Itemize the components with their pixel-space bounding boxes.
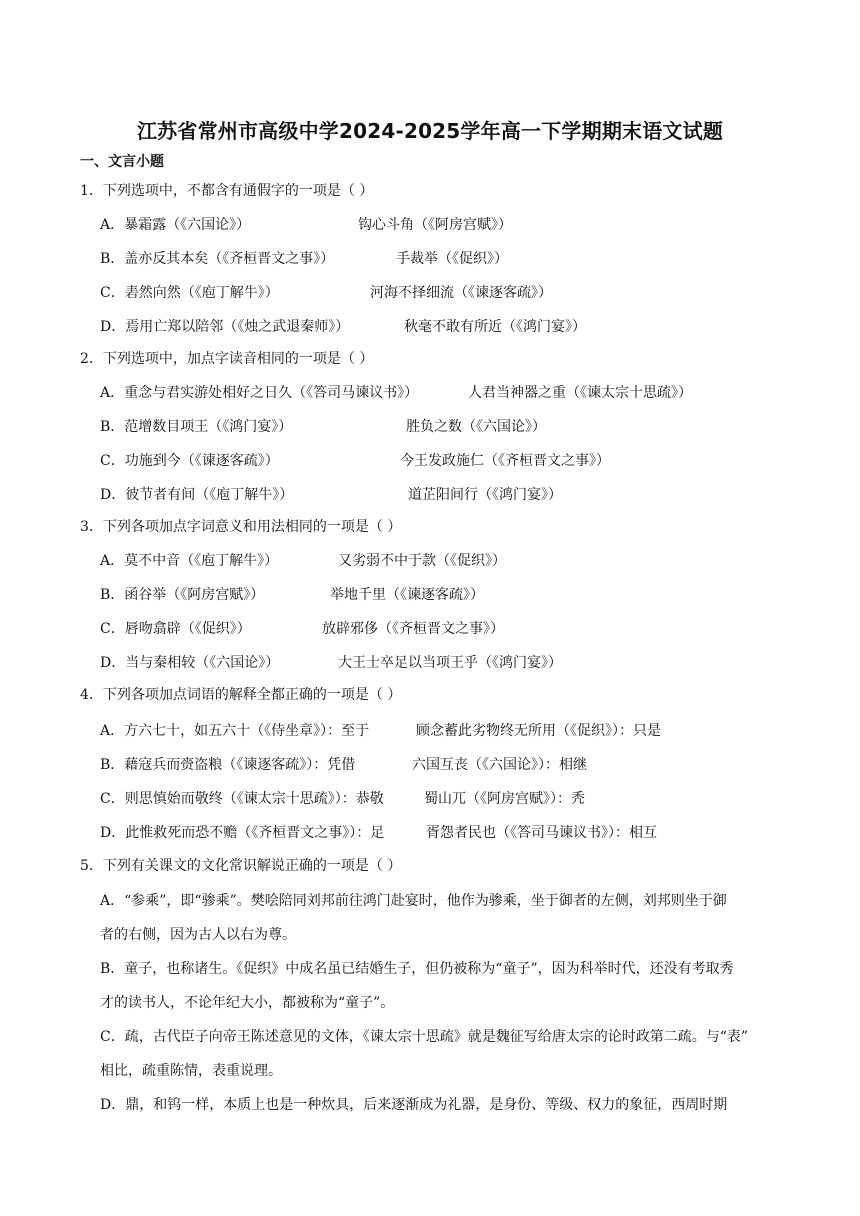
q1-option-b-right: 手裁举（《促织》） xyxy=(396,251,508,267)
q3-option-c-left: C．唇吻翕辟（《促织》） xyxy=(100,621,251,637)
question-1-stem: 1．下列选项中，不都含有通假字的一项是（ ） xyxy=(80,183,374,199)
q5-option-a-line-2: 者的右侧，因为古人以右为尊。 xyxy=(100,927,296,943)
q2-option-a-right: 人君当神器之重（《谏太宗十思疏》） xyxy=(468,385,692,401)
q2-option-c-right: 今王发政施仁（《齐桓晋文之事》） xyxy=(400,453,610,469)
q1-option-d-right: 秋毫不敢有所近（《鸿门宴》） xyxy=(404,319,586,335)
question-5-stem: 5．下列有关课文的文化常识解说正确的一项是（ ） xyxy=(80,858,402,874)
q3-option-b-left: B．函谷举（《阿房宫赋》） xyxy=(100,587,265,603)
q4-option-d-right: 胥怨者民也（《答司马谏议书》）：相互 xyxy=(426,825,657,841)
q5-option-b-line-1: B．童子，也称诸生。《促织》中成名虽已结婚生子，但仍被称为“童子”，因为科举时代，还没有考取秀 xyxy=(100,961,734,977)
q3-option-a-right: 又劣弱不中于款（《促织》） xyxy=(338,553,506,569)
q1-option-b-left: B．盖亦反其本矣（《齐桓晋文之事》） xyxy=(100,251,335,267)
q2-option-b-right: 胜负之数（《六国论》） xyxy=(406,419,546,435)
q4-option-c-right: 蜀山兀（《阿房宫赋》）：秃 xyxy=(424,791,585,807)
question-3-stem: 3．下列各项加点字词意义和用法相同的一项是（ ） xyxy=(80,519,402,535)
section-heading: 一、文言小题 xyxy=(80,154,164,170)
q1-option-a-right: 钩心斗角（《阿房宫赋》） xyxy=(358,217,512,233)
q4-option-b-right: 六国互丧（《六国论》）：相继 xyxy=(412,757,587,773)
q2-option-c-left: C．功施到今（《谏逐客疏》） xyxy=(100,453,279,469)
q3-option-b-right: 举地千里（《谏逐客疏》） xyxy=(330,587,484,603)
question-2-stem: 2．下列选项中，加点字读音相同的一项是（ ） xyxy=(80,351,374,367)
q3-option-a-left: A．莫不中音（《庖丁解牛》） xyxy=(100,553,279,569)
q4-option-d-left: D．此惟救死而恐不赡（《齐桓晋文之事》）：足 xyxy=(100,825,385,841)
q3-option-d-left: D．当与秦相较（《六国论》） xyxy=(100,655,280,671)
q1-option-c-right: 河海不择细流（《谏逐客疏》） xyxy=(370,285,552,301)
q1-option-a-left: A．暴霜露（《六国论》） xyxy=(100,217,251,233)
q5-option-c-line-1: C．疏，古代臣子向帝王陈述意见的文体，《谏太宗十思疏》就是魏征写给唐太宗的论时政第二疏。与“表” xyxy=(100,1029,749,1045)
page-title: 江苏省常州市高级中学2024-2025学年高一下学期期末语文试题 xyxy=(136,119,724,143)
q4-option-a-left: A．方六七十，如五六十（《侍坐章》）：至于 xyxy=(100,723,370,739)
q4-option-b-left: B．藉寇兵而赍盗粮（《谏逐客疏》）：凭借 xyxy=(100,757,356,773)
q1-option-c-left: C．砉然向然（《庖丁解牛》） xyxy=(100,285,279,301)
q3-option-d-right: 大王士卒足以当项王乎（《鸿门宴》） xyxy=(338,655,562,671)
q5-option-c-line-2: 相比，疏重陈情，表重说理。 xyxy=(100,1063,282,1079)
q3-option-c-right: 放辟邪侈（《齐桓晋文之事》） xyxy=(322,621,504,637)
q2-option-d-right: 道芷阳间行（《鸿门宴》） xyxy=(408,487,562,503)
q2-option-a-left: A．重念与君实游处相好之日久（《答司马谏议书》） xyxy=(100,385,419,401)
q4-option-a-right: 顾念蓄此劣物终无所用（《促织》）：只是 xyxy=(416,723,661,739)
question-4-stem: 4．下列各项加点词语的解释全都正确的一项是（ ） xyxy=(80,687,402,703)
q5-option-a-line-1: A．“参乘”，即“骖乘”。樊哙陪同刘邦前往鸿门赴宴时，他作为骖乘，坐于御者的左侧，刘邦则坐于御 xyxy=(100,893,727,909)
q1-option-d-left: D．焉用亡郑以陪邻（《烛之武退秦师》） xyxy=(100,319,350,335)
q2-option-b-left: B．范增数目项王（《鸿门宴》） xyxy=(100,419,293,435)
q4-option-c-left: C．则思慎始而敬终（《谏太宗十思疏》）：恭敬 xyxy=(100,791,384,807)
q2-option-d-left: D．彼节者有间（《庖丁解牛》） xyxy=(100,487,294,503)
q5-option-b-line-2: 才的读书人，不论年纪大小，都被称为“童子”。 xyxy=(100,995,395,1011)
q5-option-d-line-1: D．鼎，和钨一样，本质上也是一种炊具，后来逐渐成为礼器，是身份、等级、权力的象征，西周时期 xyxy=(100,1097,728,1113)
